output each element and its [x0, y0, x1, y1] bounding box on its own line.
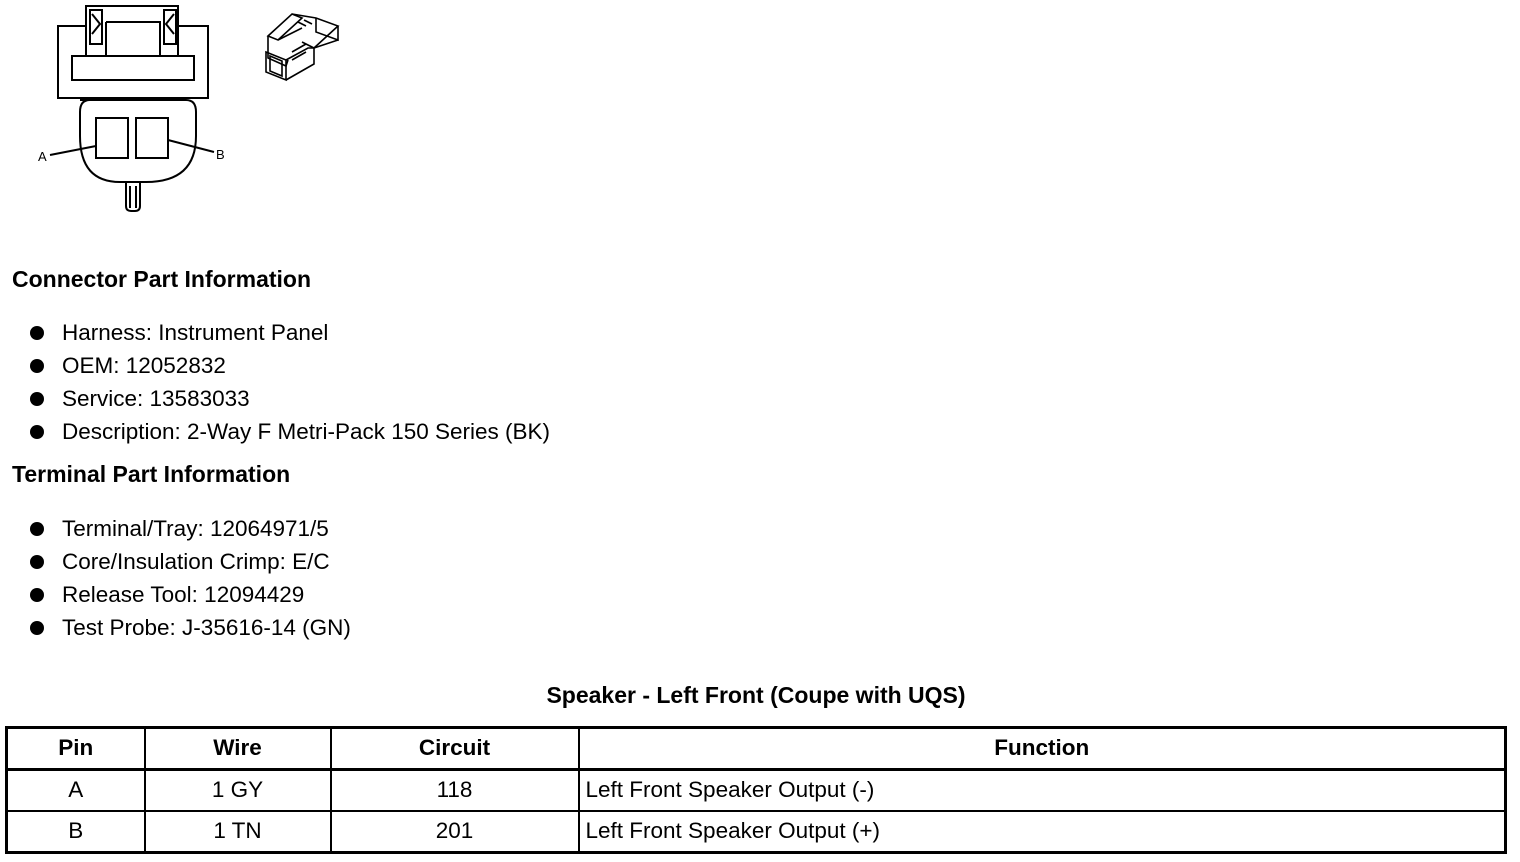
- table-row: [7, 770, 1506, 812]
- bullet-icon: [30, 425, 44, 439]
- cell-function: Left Front Speaker Output (+): [579, 811, 1506, 853]
- pinout-table-title: Speaker - Left Front (Coupe with UQS): [546, 682, 966, 708]
- cell-pin: A: [7, 770, 145, 812]
- cell-pin: B: [7, 811, 145, 853]
- list-item-text: OEM: 12052832: [62, 353, 226, 378]
- pinout-table: [5, 726, 1507, 854]
- list-item-text: Service: 13583033: [62, 386, 250, 411]
- list-item: [28, 421, 550, 454]
- cell-wire: 1 GY: [145, 770, 331, 812]
- connector-face-diagram: [36, 0, 236, 215]
- list-item: [28, 551, 351, 584]
- bullet-icon: [30, 392, 44, 406]
- column-header-pin: Pin: [7, 728, 145, 770]
- bullet-icon: [30, 522, 44, 536]
- terminal-info-heading: Terminal Part Information: [12, 461, 291, 487]
- connector-isometric-diagram: [258, 6, 342, 86]
- list-item-text: Test Probe: J-35616-14 (GN): [62, 615, 351, 640]
- list-item-text: Terminal/Tray: 12064971/5: [62, 516, 329, 541]
- cell-function: Left Front Speaker Output (-): [579, 770, 1506, 812]
- cell-wire: 1 TN: [145, 811, 331, 853]
- list-item: [28, 355, 550, 388]
- table-row: [7, 811, 1506, 853]
- list-item-text: Harness: Instrument Panel: [62, 320, 329, 345]
- terminal-info-list: [28, 518, 351, 650]
- connector-info-list: [28, 322, 550, 454]
- bullet-icon: [30, 588, 44, 602]
- list-item: [28, 617, 351, 650]
- list-item-text: Release Tool: 12094429: [62, 582, 305, 607]
- pin-label-b: B: [216, 147, 225, 162]
- column-header-circuit: Circuit: [331, 728, 579, 770]
- table-header-row: [7, 728, 1506, 770]
- list-item: [28, 584, 351, 617]
- bullet-icon: [30, 555, 44, 569]
- cell-circuit: 201: [331, 811, 579, 853]
- pin-label-a: A: [38, 149, 47, 164]
- bullet-icon: [30, 326, 44, 340]
- list-item-text: Description: 2-Way F Metri-Pack 150 Series (BK): [62, 419, 551, 444]
- column-header-function: Function: [579, 728, 1506, 770]
- list-item: [28, 322, 550, 355]
- connector-info-heading: Connector Part Information: [12, 266, 312, 292]
- list-item: [28, 388, 550, 421]
- list-item-text: Core/Insulation Crimp: E/C: [62, 549, 330, 574]
- bullet-icon: [30, 359, 44, 373]
- list-item: [28, 518, 351, 551]
- column-header-wire: Wire: [145, 728, 331, 770]
- bullet-icon: [30, 621, 44, 635]
- cell-circuit: 118: [331, 770, 579, 812]
